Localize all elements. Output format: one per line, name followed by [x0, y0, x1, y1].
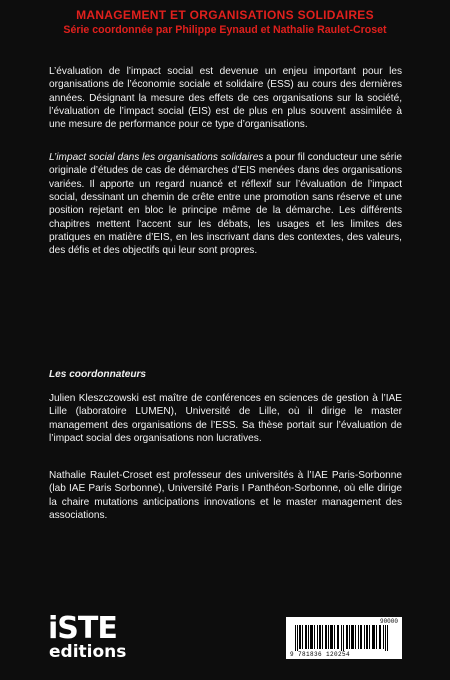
coordinators-heading: Les coordonnateurs: [49, 369, 147, 381]
publisher-logo: [48, 611, 152, 662]
isbn-number: 9 781836 120254: [290, 651, 351, 658]
book-title-italic: L’impact social dans les organisations solidaires: [49, 152, 264, 164]
price-code: 90000: [379, 618, 398, 625]
summary-paragraph: [49, 151, 402, 257]
coordinator-bio-2: Nathalie Raulet-Croset est professeur des universités à l’IAE Paris-Sorbonne (lab IAE Paris Sorbonne), Université Paris I Panthéon-Sorbonne, où elle dirige la chaire mutations anticipations innovations et le master management des associations.: [49, 470, 402, 521]
isbn-barcode: [286, 617, 402, 659]
logo-editions-text: editions: [49, 642, 127, 662]
series-header: [0, 8, 450, 37]
barcode-icon: [295, 625, 395, 651]
logo-iste-text: iSTE: [48, 611, 117, 646]
series-editors: Série coordonnée par Philippe Eynaud et Nathalie Raulet-Croset: [63, 24, 387, 36]
coordinator-bio-1: Julien Kleszczowski est maître de conférences en sciences de gestion à l’IAE Lille (laboratoire LUMEN), Université de Lille, où il dirige le master management des organisations de l’ESS. Sa thèse portait sur l’évaluation de l’impact social des organisations non lucratives.: [49, 393, 402, 444]
series-title: MANAGEMENT ET ORGANISATIONS SOLIDAIRES: [76, 8, 374, 22]
summary-text: a pour fil conducteur une série originale d’études de cas de démarches d’EIS menées dans des organisations variées. Il apporte un regard nuancé et réflexif sur l’évaluation de l’impact social, dessinant un chemin de crête entre une promotion sans réserve et une position rejetant en bloc le principe même de la démarche. Les différents chapitres mettent l’accent sur les débats, les usages et les limites des pratiques en matière d’EIS, en les inscrivant dans des contextes, des valeurs, des défis et des objectifs qui leur sont propres.: [49, 152, 403, 257]
intro-paragraph: L’évaluation de l’impact social est devenue un enjeu important pour les organisations de l’économie sociale et solidaire (ESS) au cours des dernières années. Désignant la mesure des effets de ces organisations sur la société, l’évaluation de l’impact social (EIS) est de plus en plus souvent assimilée à une mesure de performance pour ce type d’organisations.: [49, 66, 402, 131]
